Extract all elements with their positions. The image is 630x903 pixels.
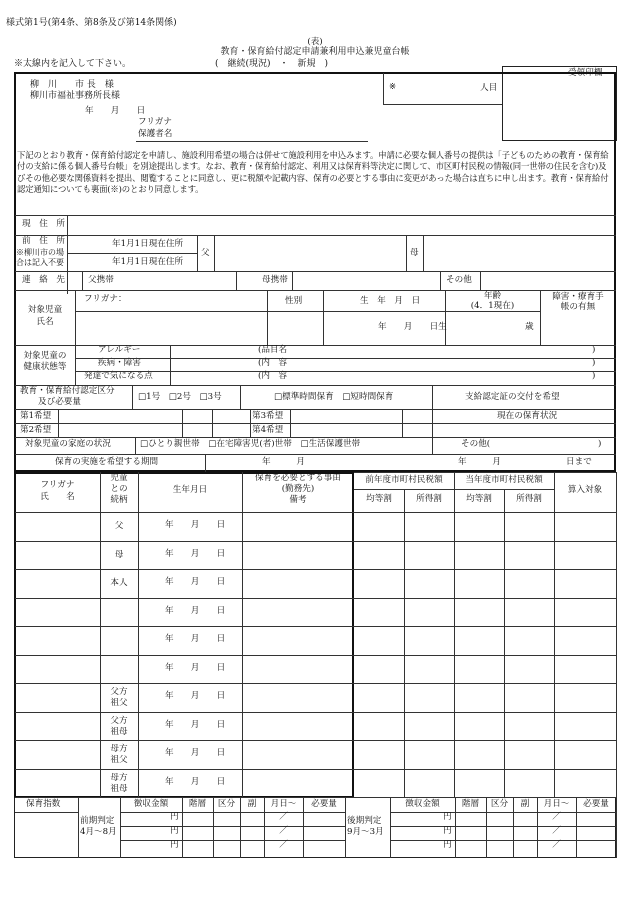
yen-mark[interactable]: 円 xyxy=(443,826,452,836)
footer-header: 階層 xyxy=(461,799,480,809)
dob-cell[interactable]: 年 月 日 xyxy=(165,548,226,559)
footer-header: 区分 xyxy=(217,799,236,809)
declaration-text: 下記のとおり教育・保育給付認定を申請し、施設利用希望の場合は併せて施設利用を申込みます。申請に必要な個人番号の提供は「子どものための教育・保育給付の支給に係る個人番号台帳」を別途提出します。なお、教育・保育給付認定、利用又は保育料等決定に関して、市区町村民税の情報(同一世帯の住民を含む)及びその他必要な関係資料を提出、閲覧することに同意し、更に税額や記載内容、保育の必要とする事由に変更があった場合は直ちに申し出ます。教育・保育給付認定通知についても裏面(※)のとおり同意します。 xyxy=(17,150,609,194)
yen-mark[interactable]: 円 xyxy=(170,840,179,850)
dob-cell[interactable]: 年 月 日 xyxy=(165,691,226,701)
guardian-name-label: 保護者名 xyxy=(138,129,173,139)
family-name-cell[interactable] xyxy=(15,657,100,682)
dob-cell[interactable]: 年 月 日 xyxy=(165,748,226,758)
relation-cell: 父方 祖母 xyxy=(110,715,128,737)
yen-mark[interactable]: 円 xyxy=(170,812,179,822)
side-label: (表) xyxy=(307,37,323,47)
current-address-label: 現 住 所 xyxy=(22,219,65,229)
previous-address-label: 前 住 所 xyxy=(22,236,65,246)
development-field[interactable]: (内 容 xyxy=(258,371,288,381)
furigana-label: フリガナ xyxy=(138,117,172,127)
date-slash[interactable]: ／ xyxy=(552,826,561,836)
dob-cell[interactable]: 年 月 日 xyxy=(165,577,226,587)
family-name-cell[interactable] xyxy=(15,742,100,767)
footer-header: 階層 xyxy=(188,799,207,809)
period-to[interactable]: 年 月 xyxy=(458,457,501,467)
disease-field[interactable]: (内 容 xyxy=(258,358,288,368)
child-furigana[interactable]: フリガナ： xyxy=(84,294,127,304)
dob-cell[interactable]: 年 月 日 xyxy=(165,719,226,730)
family-name-cell[interactable] xyxy=(15,771,100,796)
yen-mark[interactable]: 円 xyxy=(170,826,179,836)
relation-cell: 母方 祖父 xyxy=(110,744,128,765)
relation-cell: 母 xyxy=(114,549,124,560)
footer-header: 月日～ xyxy=(270,799,297,809)
footer-header: 徴収金額 xyxy=(405,799,440,809)
contact-label: 連 絡 先 xyxy=(22,275,65,285)
mother-phone[interactable]: 母携帯 xyxy=(262,275,288,285)
footer-header: 月日～ xyxy=(543,799,570,809)
footer-header: 必要量 xyxy=(583,799,609,809)
count-mark: ※ xyxy=(389,82,397,92)
certificate-request[interactable]: 支給認定証の交付を希望 xyxy=(465,392,560,402)
footer-header: 副 xyxy=(247,799,257,809)
addressee-office: 柳川市福祉事務所長様 xyxy=(30,91,121,101)
dob-cell[interactable]: 年 月 日 xyxy=(165,634,226,644)
family-name-cell[interactable] xyxy=(15,714,100,739)
relation-cell: 母方 祖母 xyxy=(110,772,128,794)
dob-cell[interactable]: 年 月 日 xyxy=(165,520,226,530)
yen-mark[interactable]: 円 xyxy=(443,840,452,850)
stamp-label: 受領印欄 xyxy=(568,68,603,78)
footer-header: 副 xyxy=(520,799,530,809)
relation-cell: 父 xyxy=(114,521,124,531)
dob-cell[interactable]: 年 月 日 xyxy=(165,776,226,787)
period-from[interactable]: 年 月 xyxy=(262,457,305,467)
footer-header: 徴収金額 xyxy=(133,799,169,809)
date-slash[interactable]: ／ xyxy=(552,812,561,822)
index-label: 保育指数 xyxy=(26,799,61,809)
allergy-field[interactable]: (品目名 xyxy=(258,345,288,355)
family-name-cell[interactable] xyxy=(15,514,100,539)
family-name-cell[interactable] xyxy=(15,600,100,625)
count-unit[interactable]: 人目 xyxy=(480,83,498,93)
family-name-cell[interactable] xyxy=(15,543,100,568)
page-title: 教育・保育給付認定申請兼利用申込兼児童台帳 xyxy=(220,47,410,57)
status-options[interactable]: ( 継続(現況) ・ 新規 ) xyxy=(215,59,329,69)
family-name-cell[interactable] xyxy=(15,571,100,596)
child-birthdate[interactable]: 年 月 日生 xyxy=(378,322,447,332)
form-number: 様式第1号(第4条、第8条及び第14条関係) xyxy=(6,18,177,28)
hours-options[interactable]: □標準時間保育 □短時間保育 xyxy=(274,392,394,402)
father-phone[interactable]: 父携帯 xyxy=(88,275,114,285)
date-slash[interactable]: ／ xyxy=(279,840,288,850)
dob-cell[interactable]: 年 月 日 xyxy=(165,662,226,673)
dob-cell[interactable]: 年 月 日 xyxy=(165,605,226,616)
relation-cell: 本人 xyxy=(110,578,128,588)
date-slash[interactable]: ／ xyxy=(552,840,561,850)
child-age[interactable]: 歳 xyxy=(525,322,534,332)
date-slash[interactable]: ／ xyxy=(279,826,288,836)
household-options[interactable]: □ひとり親世帯 □在宅障害児(者)世帯 □生活保護世帯 xyxy=(140,439,361,449)
relation-cell: 父方 祖父 xyxy=(110,687,128,708)
other-phone[interactable]: その他 xyxy=(446,275,472,285)
footer-header: 区分 xyxy=(490,799,509,809)
date-slash[interactable]: ／ xyxy=(279,812,288,822)
instruction-text: ※太線内を記入して下さい。 xyxy=(14,59,132,69)
family-name-cell[interactable] xyxy=(15,628,100,653)
addressee-mayor: 柳 川 市 長 様 xyxy=(30,80,114,90)
family-name-cell[interactable] xyxy=(15,685,100,710)
cert-type-options[interactable]: □1号 □2号 □3号 xyxy=(138,392,222,402)
footer-header: 必要量 xyxy=(311,799,337,809)
application-date[interactable]: 年 月 日 xyxy=(85,106,146,116)
yen-mark[interactable]: 円 xyxy=(443,812,452,822)
